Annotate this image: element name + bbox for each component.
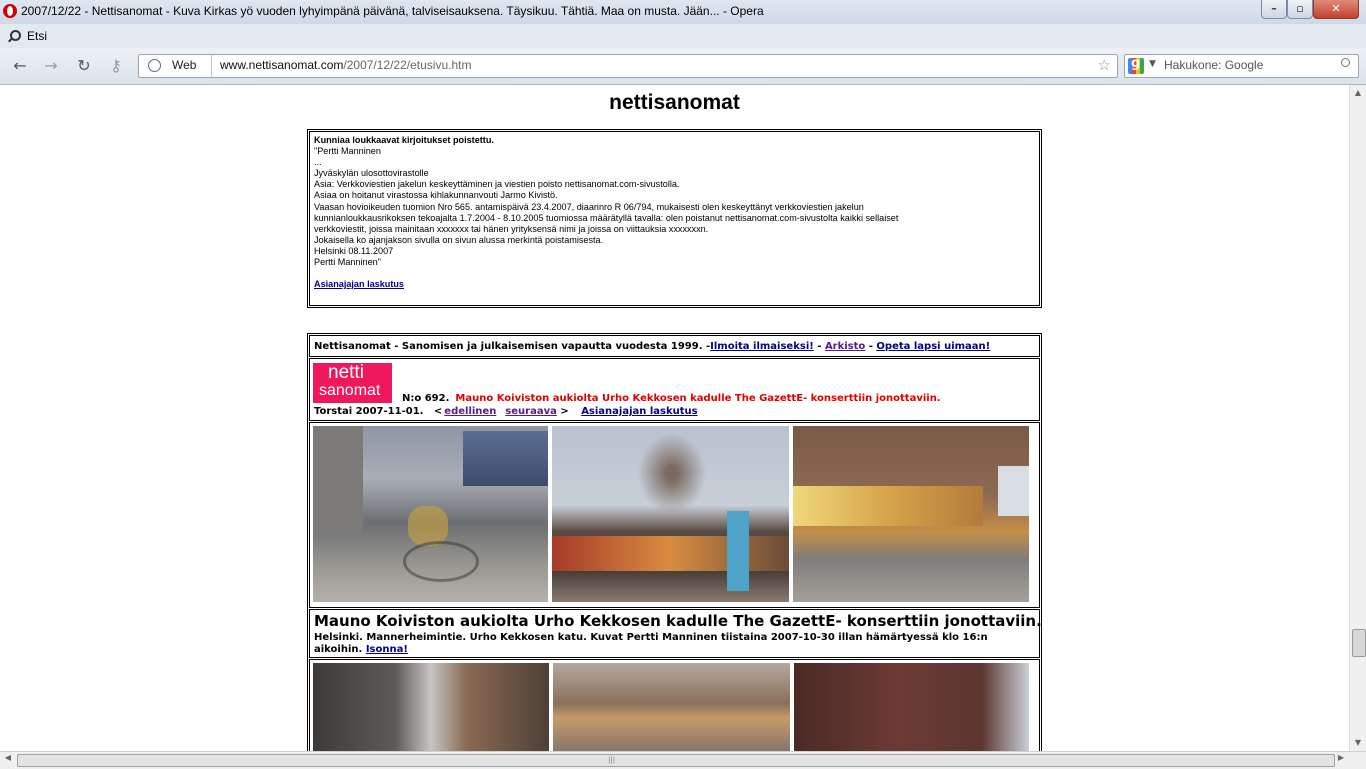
banner-separator: - (813, 341, 825, 352)
notice-line: kunnianloukkausrikoksen tekoajalta 1.7.2004 - 8.10.2005 tuomiossa määrätyllä tavalla: olen poistanut nettisanomat.com-sivustolta kaikki sellaiset (314, 212, 899, 223)
address-url[interactable] (220, 58, 471, 72)
site-title: nettisanomat (609, 91, 740, 114)
back-button[interactable]: ← (13, 56, 27, 75)
article-caption: Helsinki. Mannerheimintie. Urho Kekkosen katu. Kuvat Pertti Manninen tiistaina 2007-10-30 illan hämärtyessä klo 16:n aikoihin. (314, 632, 988, 655)
enlarge-link[interactable]: Isonna! (365, 644, 408, 655)
close-icon: ✕ (1331, 2, 1341, 15)
issue-headline: Mauno Koiviston aukiolta Urho Kekkosen kadulle The GazettE- konserttiin jonottaviin. (455, 393, 941, 404)
next-link[interactable]: seuraava (505, 406, 557, 417)
notice-heading: Kunniaa loukkaavat kirjoitukset poistettu. (314, 135, 494, 145)
previous-link[interactable]: edellinen (444, 406, 497, 417)
window-titlebar (0, 0, 1366, 24)
nettisanomat-logo (313, 363, 392, 403)
next-arrow: > (560, 406, 569, 417)
search-icon (10, 30, 21, 41)
notice-line: Helsinki 08.11.2007 (314, 245, 394, 256)
photo-row-2 (309, 659, 1040, 751)
photo-row (309, 422, 1040, 608)
maximize-button[interactable] (1287, 0, 1313, 19)
address-path: /2007/12/22/etusivu.htm (343, 58, 472, 72)
horizontal-scrollbar[interactable] (0, 751, 1366, 769)
search-input[interactable]: Hakukone: Google (1164, 58, 1264, 72)
navigation-toolbar (0, 48, 1366, 85)
address-bar[interactable] (138, 54, 1118, 78)
issue-table (307, 333, 1042, 751)
prev-arrow: < (433, 406, 443, 417)
menu-search[interactable]: Etsi (27, 29, 48, 43)
minimize-icon: – (1271, 2, 1277, 15)
minimize-button[interactable] (1261, 0, 1287, 19)
photo-street-buildings[interactable] (313, 663, 549, 751)
page-viewport (0, 85, 1349, 751)
notice-line: Vaasan hovioikeuden tuomion Nro 565. antamispäivä 23.4.2007, diaarinro R 06/794, mukaisesti olen keskeyttänyt verkkoviestien jakelun (314, 201, 864, 212)
photo-brick-building[interactable] (794, 663, 1029, 751)
issue-header-row (309, 358, 1040, 421)
vertical-scrollbar[interactable] (1349, 85, 1366, 751)
chevron-down-icon[interactable]: ▼ (1149, 59, 1156, 69)
horizontal-scroll-thumb[interactable] (17, 754, 1335, 767)
article-title: Mauno Koiviston aukiolta Urho Kekkosen kadulle The GazettE- konserttiin jonottaviin. (314, 612, 1042, 630)
banner-row (309, 335, 1040, 357)
notice-line: Jyväskylän ulosottovirastolle (314, 168, 429, 179)
ilmoita-link[interactable]: Ilmoita ilmaiseksi! (710, 341, 814, 352)
notice-line: ... (314, 157, 322, 168)
article-caption-row (309, 609, 1040, 658)
search-box[interactable] (1124, 54, 1359, 78)
forward-button[interactable]: → (44, 56, 58, 75)
issue-lawyer-link[interactable]: Asianajajan laskutus (581, 406, 698, 417)
removal-notice (307, 129, 1042, 308)
arkisto-link[interactable]: Arkisto (824, 341, 866, 352)
vertical-scroll-thumb[interactable] (1352, 629, 1366, 657)
banner-text: Nettisanomat - Sanomisen ja julkaisemisen vapautta vuodesta 1999. - (314, 341, 711, 352)
scroll-left-icon[interactable]: ◀ (4, 753, 12, 762)
maximize-icon: ▫ (1296, 2, 1304, 15)
key-icon[interactable]: ⚷ (110, 56, 122, 75)
reload-button[interactable]: ↻ (77, 56, 91, 75)
address-domain: www.nettisanomat.com (220, 58, 344, 72)
photo-blurred-arcade[interactable] (553, 663, 790, 751)
notice-line: Asia: Verkkoviestien jakelun keskeyttäminen ja viestien poisto nettisanomat.com-sivustolla. (314, 179, 680, 190)
scroll-up-icon[interactable]: ▲ (1354, 88, 1362, 97)
scroll-grip-icon: ||| (608, 756, 616, 764)
notice-line: Pertti Manninen" (314, 257, 381, 268)
photo-street-cyclist[interactable] (313, 426, 548, 602)
globe-icon (148, 59, 161, 72)
scroll-down-icon[interactable]: ▼ (1354, 738, 1362, 747)
photo-corner-building[interactable] (793, 426, 1029, 602)
photo-tree-shopfront[interactable] (552, 426, 789, 602)
lawyer-billing-link[interactable]: Asianajajan laskutus (314, 279, 404, 290)
notice-line: Asiaa on hoitanut virastossa kihlakunnanvouti Jarmo Kivistö. (314, 190, 558, 201)
logo-line1: netti (328, 362, 364, 383)
notice-line: "Pertti Manninen (314, 146, 381, 157)
banner-separator: - (865, 341, 877, 352)
close-button[interactable] (1313, 0, 1359, 19)
issue-date: Torstai 2007-11-01. (314, 406, 424, 417)
menu-bar (0, 24, 1366, 48)
scroll-right-icon[interactable]: ▶ (1337, 753, 1345, 762)
window-title: 2007/12/22 - Nettisanomat - Kuva Kirkas yö vuoden lyhyimpänä päivänä, talviseisauksena. Täysikuu. Tähtiä. Maa on musta. Jään... - Opera (21, 4, 764, 18)
notice-line: verkkoviestit, joissa mainitaan xxxxxxx tai hänen yrityksensä nimi ja joissa on viittauksia xxxxxxxn. (314, 223, 709, 234)
bookmark-star-icon[interactable]: ☆ (1097, 56, 1111, 74)
opeta-link[interactable]: Opeta lapsi uimaan! (876, 341, 991, 352)
notice-line: Jokaisella ko ajanjakson sivulla on sivun alussa merkintä poistamisesta. (314, 234, 604, 245)
google-icon[interactable] (1128, 58, 1144, 74)
opera-logo-icon (3, 4, 17, 18)
address-scheme-label[interactable]: Web (172, 58, 197, 72)
address-separator (211, 55, 212, 77)
search-go-icon[interactable] (1341, 58, 1350, 67)
issue-number: N:o 692. (402, 393, 450, 404)
logo-line2: sanomat (319, 382, 381, 399)
